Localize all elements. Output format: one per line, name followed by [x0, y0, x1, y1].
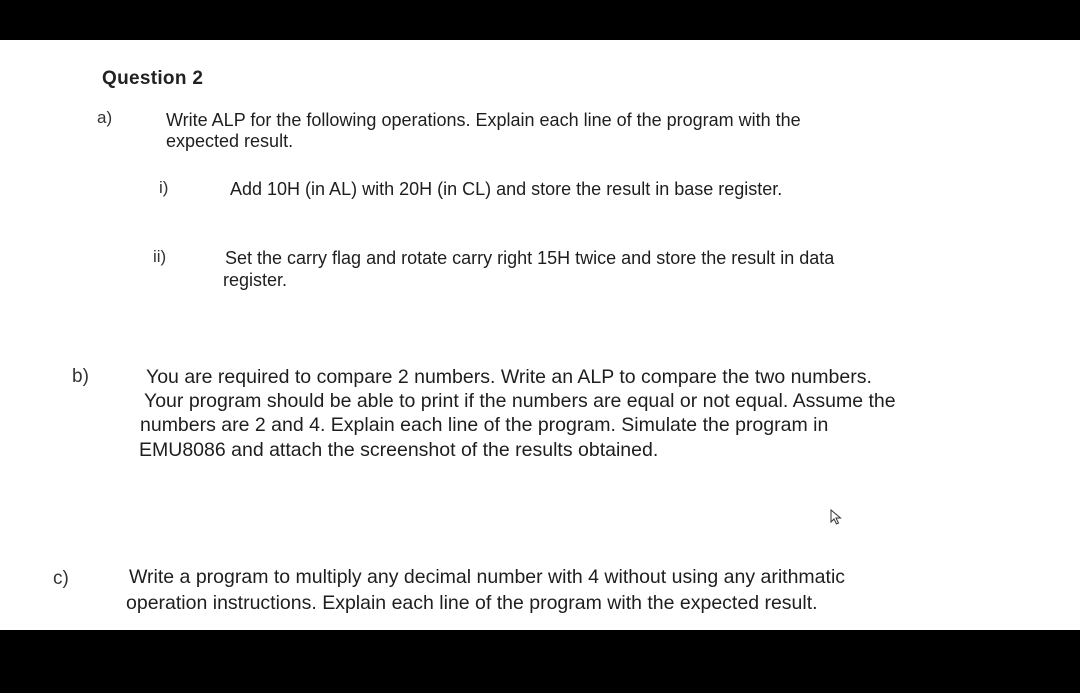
part-c-line-2: operation instructions. Explain each line of the program with the expected result.	[126, 592, 818, 614]
question-title: Question 2	[102, 68, 204, 89]
part-c-marker: c)	[53, 568, 69, 589]
part-b-line-4: EMU8086 and attach the screenshot of the results obtained.	[139, 439, 659, 461]
document-page	[0, 40, 1080, 630]
part-a-ii-line-1: Set the carry flag and rotate carry right 15H twice and store the result in data	[225, 248, 835, 268]
mouse-pointer-icon	[830, 509, 842, 525]
part-b-line-3: numbers are 2 and 4. Explain each line of the program. Simulate the program in	[140, 414, 829, 436]
part-a-line-2: expected result.	[166, 131, 294, 151]
part-a-i-marker: i)	[159, 178, 169, 197]
part-c-line-1: Write a program to multiply any decimal number with 4 without using any arithmatic	[129, 566, 846, 588]
part-b-marker: b)	[72, 366, 89, 387]
part-a-line-1: Write ALP for the following operations. Explain each line of the program with the	[166, 110, 801, 130]
part-a-i-text: Add 10H (in AL) with 20H (in CL) and store the result in base register.	[230, 179, 783, 199]
part-a-marker: a)	[97, 108, 113, 127]
part-b-line-2: Your program should be able to print if the numbers are equal or not equal. Assume the	[144, 390, 896, 412]
part-a-ii-marker: ii)	[153, 247, 167, 266]
part-b-line-1: You are required to compare 2 numbers. Write an ALP to compare the two numbers.	[146, 366, 872, 388]
part-a-ii-line-2: register.	[223, 270, 288, 290]
